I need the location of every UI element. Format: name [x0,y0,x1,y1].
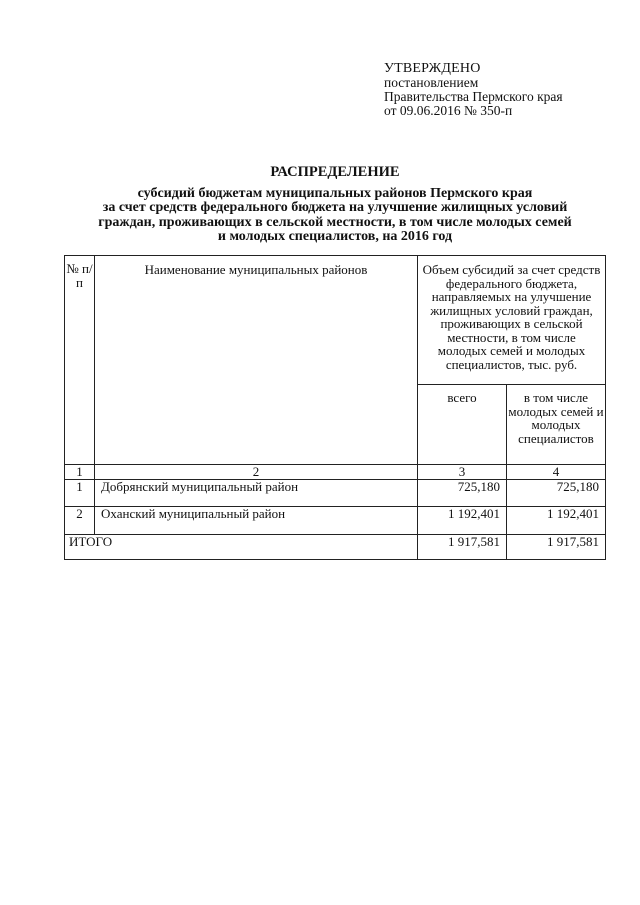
title-line-1: субсидий бюджетам муниципальных районов Пермского края [137,185,533,201]
subsidy-total: 725,180 [418,479,507,506]
subsidy-including: 1 192,401 [507,506,606,534]
document-title [60,165,610,245]
column-index-row [65,465,606,480]
row-number: 2 [65,506,95,534]
subsidy-total: 1 192,401 [418,506,507,534]
approval-line-1: постановлением [384,75,479,90]
total-label: ИТОГО [65,534,418,559]
header-including: в том числе молодых семей и молодых специалистов [507,385,606,465]
column-index-4: 4 [507,465,606,480]
approval-line-3: от 09.06.2016 № 350-п [384,103,513,118]
subsidy-including: 725,180 [507,479,606,506]
title-line-2: за счет средств федерального бюджета на улучшение жилищных условий [102,200,568,215]
title-line-3: граждан, проживающих в сельской местности, в том числе молодых семей [98,214,572,230]
title-main: РАСПРЕДЕЛЕНИЕ [270,164,400,180]
approval-heading: УТВЕРЖДЕНО [384,61,481,76]
column-index-3: 3 [418,465,507,480]
grand-total: 1 917,581 [418,534,507,559]
title-line-4: и молодых специалистов, на 2016 год [217,229,453,244]
header-total: всего [418,385,507,465]
header-number: № п/п [65,256,95,465]
grand-total-including: 1 917,581 [507,534,606,559]
table-row [65,479,606,506]
header-district-name: Наименование муниципальных районов [95,256,418,465]
header-subsidy-volume: Объем субсидий за счет средств федерального бюджета, направляемых на улучшение жилищных условий граждан, проживающих в сельской местности, в том числе молодых семей и молодых специалистов, тыс. руб. [418,256,606,385]
table-row [65,506,606,534]
total-row [65,534,606,559]
distribution-table [64,255,606,560]
district-name: Добрянский муниципальный район [95,479,418,506]
column-index-1: 1 [65,465,95,480]
approval-block [384,62,563,118]
header-row-main [65,256,606,385]
approval-line-2: Правительства Пермского края [384,89,563,104]
district-name: Оханский муниципальный район [95,506,418,534]
row-number: 1 [65,479,95,506]
column-index-2: 2 [95,465,418,480]
